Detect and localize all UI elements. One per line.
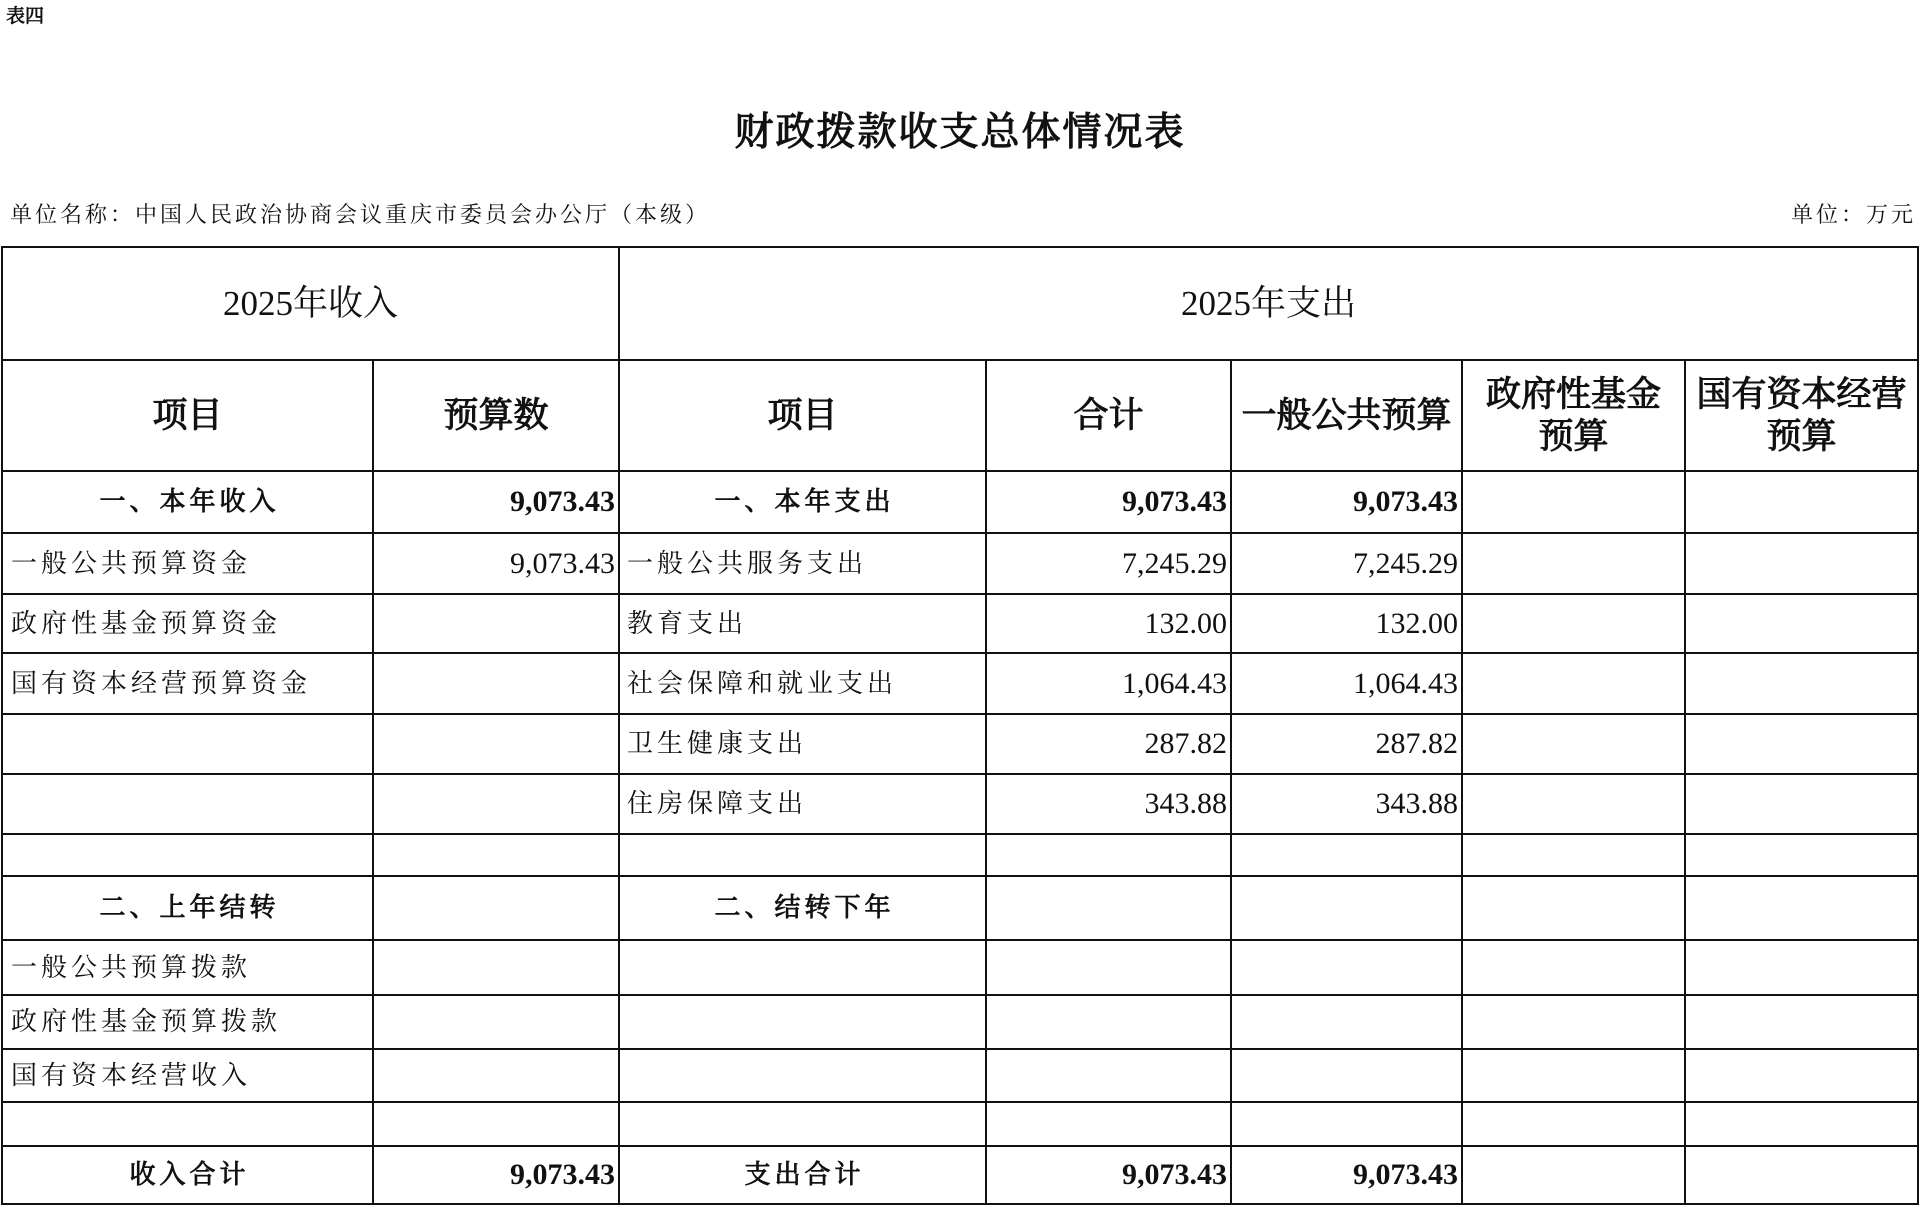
table-row — [2, 594, 1918, 653]
currency-unit: 单位：万元 — [1790, 202, 1916, 227]
expense-header: 2025年支出 — [619, 247, 1918, 360]
expense-item-cell: 社会保障和就业支出 — [619, 653, 986, 714]
income-item-cell: 政府性基金预算资金 — [2, 594, 373, 653]
column-header-income-budget: 预算数 — [373, 360, 619, 471]
expense-item-cell: 一般公共服务支出 — [619, 533, 986, 594]
state-capital-budget-cell — [1685, 594, 1918, 653]
expense-total-cell — [986, 834, 1231, 876]
column-header-line: 预算 — [1538, 416, 1609, 457]
government-fund-budget-cell — [1462, 876, 1685, 940]
column-header-state-capital-budget — [1685, 360, 1918, 471]
expense-item-cell: 卫生健康支出 — [619, 714, 986, 774]
state-capital-budget-cell — [1685, 876, 1918, 940]
general-public-budget-cell: 287.82 — [1231, 714, 1462, 774]
income-budget-cell: 9,073.43 — [373, 533, 619, 594]
page-title: 财政拨款收支总体情况表 — [734, 111, 1186, 154]
column-header-line: 政府性基金 — [1486, 374, 1662, 415]
state-capital-budget-cell — [1685, 471, 1918, 533]
expense-item-cell — [619, 834, 986, 876]
income-budget-cell — [373, 653, 619, 714]
table-row — [2, 471, 1918, 533]
expense-item-cell: 二、结转下年 — [619, 876, 986, 940]
income-budget-cell — [373, 594, 619, 653]
expense-item-cell: 教育支出 — [619, 594, 986, 653]
income-item-cell: 一、本年收入 — [2, 471, 373, 533]
expense-total-label: 支出合计 — [619, 1146, 986, 1204]
expense-total-cell — [986, 1049, 1231, 1102]
general-public-budget-cell: 132.00 — [1231, 594, 1462, 653]
state-capital-budget-cell — [1685, 714, 1918, 774]
table-row-empty — [2, 834, 1918, 876]
state-capital-budget-cell — [1685, 533, 1918, 594]
expense-total-cell: 9,073.43 — [986, 471, 1231, 533]
column-header-government-fund-budget — [1462, 360, 1685, 471]
income-item-cell — [2, 714, 373, 774]
expense-total-cell: 343.88 — [986, 774, 1231, 834]
expense-total-cell: 287.82 — [986, 714, 1231, 774]
expense-total-cell: 1,064.43 — [986, 653, 1231, 714]
income-item-cell — [2, 774, 373, 834]
government-fund-budget-cell — [1462, 594, 1685, 653]
general-public-budget-cell — [1231, 834, 1462, 876]
column-header-expense-total: 合计 — [986, 360, 1231, 471]
income-budget-cell — [373, 1102, 619, 1146]
table-row — [2, 995, 1918, 1049]
table-row — [2, 1049, 1918, 1102]
income-header: 2025年收入 — [2, 247, 619, 360]
expense-item-cell — [619, 995, 986, 1049]
income-budget-cell — [373, 714, 619, 774]
expense-item-cell: 住房保障支出 — [619, 774, 986, 834]
general-public-budget-cell — [1231, 995, 1462, 1049]
expense-item-cell: 一、本年支出 — [619, 471, 986, 533]
government-fund-budget-cell — [1462, 1102, 1685, 1146]
unit-name: 单位名称：中国人民政治协商会议重庆市委员会办公厅（本级） — [10, 202, 711, 227]
income-item-cell: 政府性基金预算拨款 — [2, 995, 373, 1049]
column-header-general-public-budget: 一般公共预算 — [1231, 360, 1462, 471]
general-public-budget-cell: 9,073.43 — [1231, 471, 1462, 533]
government-fund-budget-cell — [1462, 995, 1685, 1049]
table-row — [2, 774, 1918, 834]
general-public-budget-cell: 7,245.29 — [1231, 533, 1462, 594]
income-item-cell: 国有资本经营预算资金 — [2, 653, 373, 714]
expense-total-cell: 9,073.43 — [986, 1146, 1231, 1204]
state-capital-budget-cell — [1685, 1146, 1918, 1204]
budget-table — [1, 246, 1919, 1205]
government-fund-budget-cell — [1462, 774, 1685, 834]
expense-item-cell — [619, 940, 986, 995]
table-row — [2, 940, 1918, 995]
expense-item-cell — [619, 1102, 986, 1146]
government-fund-budget-cell — [1462, 1146, 1685, 1204]
table-row — [2, 653, 1918, 714]
header-row-columns — [2, 360, 1918, 471]
income-budget-cell — [373, 774, 619, 834]
state-capital-budget-cell — [1685, 940, 1918, 995]
government-fund-budget-cell — [1462, 714, 1685, 774]
income-item-cell — [2, 1102, 373, 1146]
income-item-cell: 二、上年结转 — [2, 876, 373, 940]
table-row-total — [2, 1146, 1918, 1204]
general-public-budget-cell: 343.88 — [1231, 774, 1462, 834]
government-fund-budget-cell — [1462, 940, 1685, 995]
income-budget-cell — [373, 995, 619, 1049]
government-fund-budget-cell — [1462, 653, 1685, 714]
general-public-budget-cell: 9,073.43 — [1231, 1146, 1462, 1204]
general-public-budget-cell: 1,064.43 — [1231, 653, 1462, 714]
table-row — [2, 876, 1918, 940]
expense-total-cell — [986, 940, 1231, 995]
column-header-income-item: 项目 — [2, 360, 373, 471]
income-budget-cell: 9,073.43 — [373, 1146, 619, 1204]
header-row-group — [2, 247, 1918, 360]
state-capital-budget-cell — [1685, 774, 1918, 834]
state-capital-budget-cell — [1685, 653, 1918, 714]
expense-item-cell — [619, 1049, 986, 1102]
income-item-cell: 一般公共预算拨款 — [2, 940, 373, 995]
government-fund-budget-cell — [1462, 834, 1685, 876]
income-item-cell: 国有资本经营收入 — [2, 1049, 373, 1102]
general-public-budget-cell — [1231, 1049, 1462, 1102]
income-budget-cell — [373, 834, 619, 876]
expense-total-cell — [986, 995, 1231, 1049]
column-header-expense-item: 项目 — [619, 360, 986, 471]
income-item-cell: 一般公共预算资金 — [2, 533, 373, 594]
income-budget-cell — [373, 876, 619, 940]
expense-total-cell: 7,245.29 — [986, 533, 1231, 594]
table-row — [2, 533, 1918, 594]
general-public-budget-cell — [1231, 940, 1462, 995]
table-row-empty — [2, 1102, 1918, 1146]
income-total-label: 收入合计 — [2, 1146, 373, 1204]
general-public-budget-cell — [1231, 1102, 1462, 1146]
government-fund-budget-cell — [1462, 533, 1685, 594]
column-header-line: 预算 — [1766, 416, 1837, 457]
state-capital-budget-cell — [1685, 834, 1918, 876]
expense-total-cell — [986, 1102, 1231, 1146]
column-header-line: 国有资本经营 — [1696, 374, 1907, 415]
income-item-cell — [2, 834, 373, 876]
state-capital-budget-cell — [1685, 1102, 1918, 1146]
government-fund-budget-cell — [1462, 471, 1685, 533]
state-capital-budget-cell — [1685, 1049, 1918, 1102]
income-budget-cell: 9,073.43 — [373, 471, 619, 533]
expense-total-cell — [986, 876, 1231, 940]
expense-total-cell: 132.00 — [986, 594, 1231, 653]
state-capital-budget-cell — [1685, 995, 1918, 1049]
income-budget-cell — [373, 940, 619, 995]
sheet-label: 表四 — [6, 5, 45, 27]
table-row — [2, 714, 1918, 774]
general-public-budget-cell — [1231, 876, 1462, 940]
income-budget-cell — [373, 1049, 619, 1102]
government-fund-budget-cell — [1462, 1049, 1685, 1102]
